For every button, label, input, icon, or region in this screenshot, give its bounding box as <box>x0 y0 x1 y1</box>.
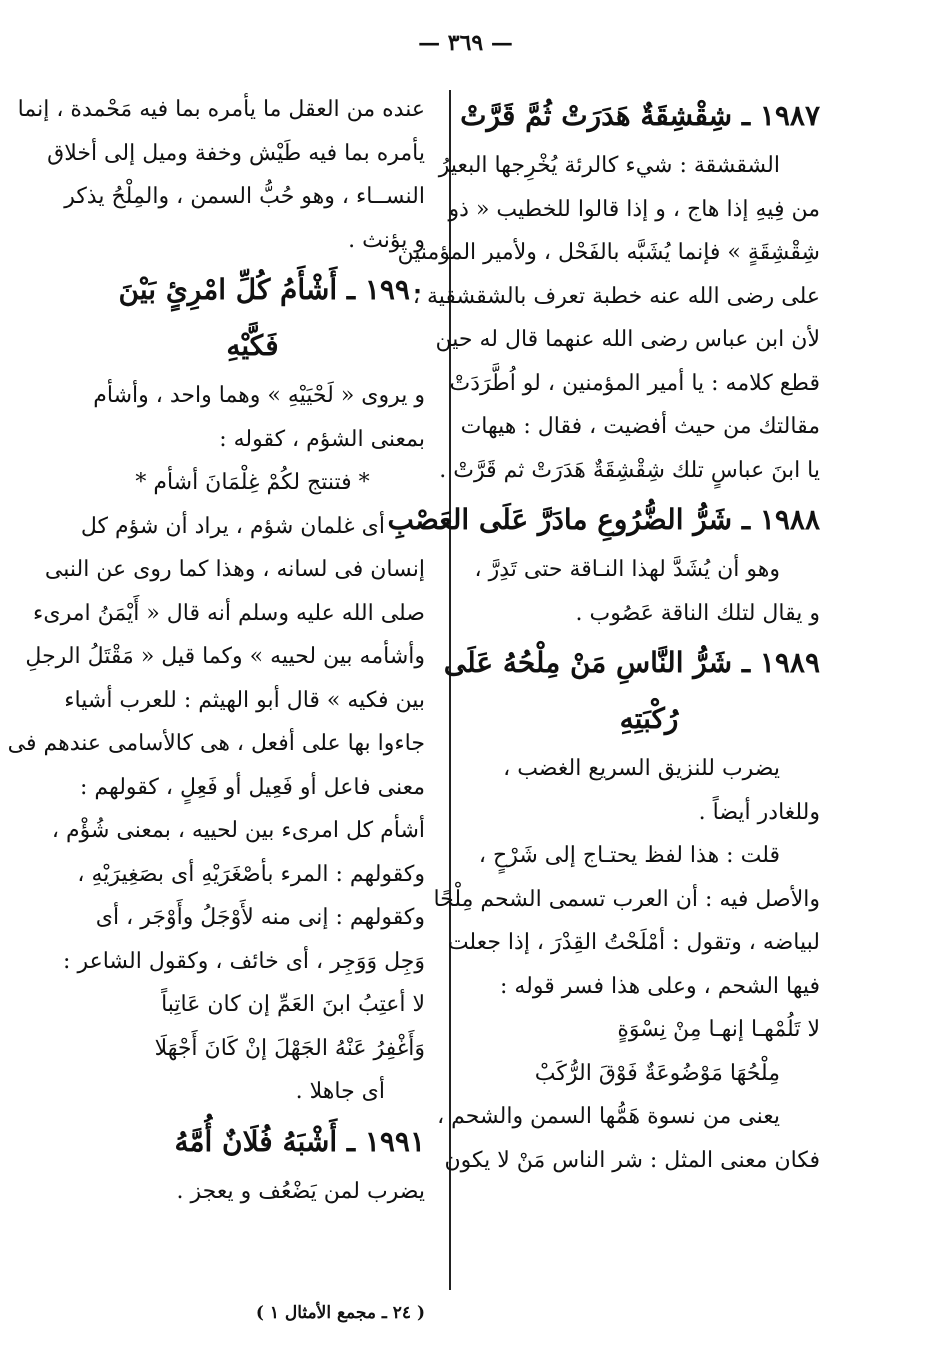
text-line: و يؤنث . <box>348 227 425 253</box>
text-line: عنده من العقل ما يأمره بما فيه مَحْمدة ، إنما <box>17 97 425 122</box>
proverb-heading-1987: ١٩٨٧ ـ شِقْشِقَةٌ هَدَرَتْ ثُمَّ قَرَّتْ <box>460 99 820 132</box>
text-line: النســاء ، وهو حُبُّ السمن ، والمِلْحُ يذكر <box>64 184 425 209</box>
text-line: يضرب للنزيق السريع الغضب ، <box>503 756 780 781</box>
proverb-heading-1988: ١٩٨٨ ـ شَرُّ الضُّرُوعِ مادَرَّ عَلَى العَصْبِ <box>387 503 820 536</box>
text-line: أى غلمان شؤم ، يراد أن شؤم كل <box>80 513 385 539</box>
proverb-heading-1990: ١٩٩٠ ـ أَشْأَمُ كُلِّ امْرِئٍ بَيْنَ <box>118 273 425 306</box>
footer-reference: ( ٢٤ ـ مجمع الأمثال ١ ) <box>255 1303 425 1323</box>
verse-line: وَأَغْفِرُ عَنْهُ الجَهْلَ إنْ كَانَ أَجْهَلَا <box>154 1035 425 1061</box>
verse-line: * فتنتج لكُمْ غِلْمَانَ أشأم * <box>135 470 370 495</box>
text-line: الشقشقة : شيء كالرئة يُخْرِجها البعيرُ <box>438 153 780 178</box>
text-line: يعنى من نسوة هَمُّها السمن والشحم ، <box>437 1104 780 1129</box>
text-line: لبياضه ، وتقول : أمْلَحْتُ القِدْرَ ، إذا جعلت <box>447 930 820 955</box>
text-line: قلت : هذا لفظ يحتـاج إلى شَرْحٍ ، <box>478 843 780 868</box>
verse-line: مِلْحُهَا مَوْضُوعَةٌ فَوْقَ الرُّكَبْ <box>534 1060 780 1086</box>
proverb-heading-1990-cont: فَكَّيْهِ <box>226 329 279 362</box>
text-line: على رضى الله عنه خطبة تعرف بالشقشقية ، <box>412 283 820 309</box>
text-line: وكقولهم : إنى منه لأَوْجَلُ وأَوْجَر ، أى <box>95 905 425 930</box>
text-line: وللغادر أيضاً . <box>698 799 820 825</box>
text-line: وأشأمه بين لحييه » وكما قيل « مَقْتَلُ الرجلِ <box>25 644 425 669</box>
text-line: و يروى « لَحْيَيْهِ » وهما واحد ، وأشأم <box>93 383 425 408</box>
text-line: أشأم كل امرىء بين لحييه ، بمعنى شُؤْم ، <box>51 818 425 843</box>
text-line: فكان معنى المثل : شر الناس مَنْ لا يكون <box>444 1147 820 1173</box>
text-line: و يقال لتلك الناقة عَصُوب . <box>575 600 820 626</box>
text-line: أى جاهلا . <box>295 1079 385 1104</box>
text-line: وَجِل وَوَجِر ، أى خائف ، وكقول الشاعر : <box>63 948 425 974</box>
text-line: قطع كلامه : يا أمير المؤمنين ، لو اُطَّرَدَتْ <box>449 370 820 396</box>
text-line: لأن ابن عباس رضى الله عنهما قال له حين <box>435 327 820 352</box>
verse-line: لا أعتِبُ ابنَ العَمِّ إن كان عَاتِباً <box>161 992 425 1017</box>
verse-line: لا تَلُمْهـا إنهـا مِنْ نِسْوَةٍ <box>617 1017 820 1042</box>
text-line: بين فكيه » قال أبو الهيثم : للعرب أشياء <box>64 687 425 713</box>
text-line: مقالتك من حيث أفضيت ، فقال : هيهات <box>460 414 820 439</box>
text-line: يأمره بما فيه طَيْش وخفة وميل إلى أخلاق <box>47 140 425 166</box>
right-column <box>387 88 820 1182</box>
text-line: إنسان فى لسانه ، وهذا كما روى عن النبى <box>44 557 425 582</box>
proverb-heading-1991: ١٩٩١ ـ أَشْبَهُ فُلَانٌ أُمَّهُ <box>174 1124 425 1158</box>
text-line: شِقْشِقَةٍ » فإنما يُشَبَّه بالفَحْل ، ولأمير المؤمنين <box>397 240 820 265</box>
page-number: — ٣٦٩ — <box>418 30 513 56</box>
text-line: وهو أن يُشَدَّ لهذا النـاقة حتى تَدِرَّ ، <box>474 557 780 582</box>
text-line: من فِيهِ إذا هاج ، و إذا قالوا للخطيب « ذو <box>448 196 820 222</box>
text-line: والأصل فيه : أن العرب تسمى الشحم مِلْحًا <box>433 886 820 912</box>
text-line: معنى فاعل أو فَعِيل أو فَعِلٍ ، كقولهم : <box>80 774 425 800</box>
left-column <box>7 88 425 1213</box>
proverb-heading-1989-cont: رُكْبَتِهِ <box>619 702 679 735</box>
text-line: يا ابنَ عباسٍ تلك شِقْشِقَةٌ هَدَرَتْ ثم قَرَّتْ . <box>439 457 820 483</box>
text-line: فيها الشحم ، وعلى هذا فسر قوله : <box>499 973 820 999</box>
text-line: جاءوا بها على أفعل ، هى كالأسامى عندهم فى <box>7 731 425 756</box>
text-line: وكقولهم : المرء بأصْغَرَيْهِ أى بصَغِيرَيْهِ ، <box>77 861 425 887</box>
text-line: صلى الله عليه وسلم أنه قال « أَيْمَنُ امرىء <box>33 600 425 626</box>
text-line: بمعنى الشؤم ، كقوله : <box>219 426 425 452</box>
text-line: يضرب لمن يَضْعُف و يعجز . <box>176 1178 425 1204</box>
proverb-heading-1989: ١٩٨٩ ـ شَرُّ النَّاسِ مَنْ مِلْحُهُ عَلَى <box>443 646 820 679</box>
